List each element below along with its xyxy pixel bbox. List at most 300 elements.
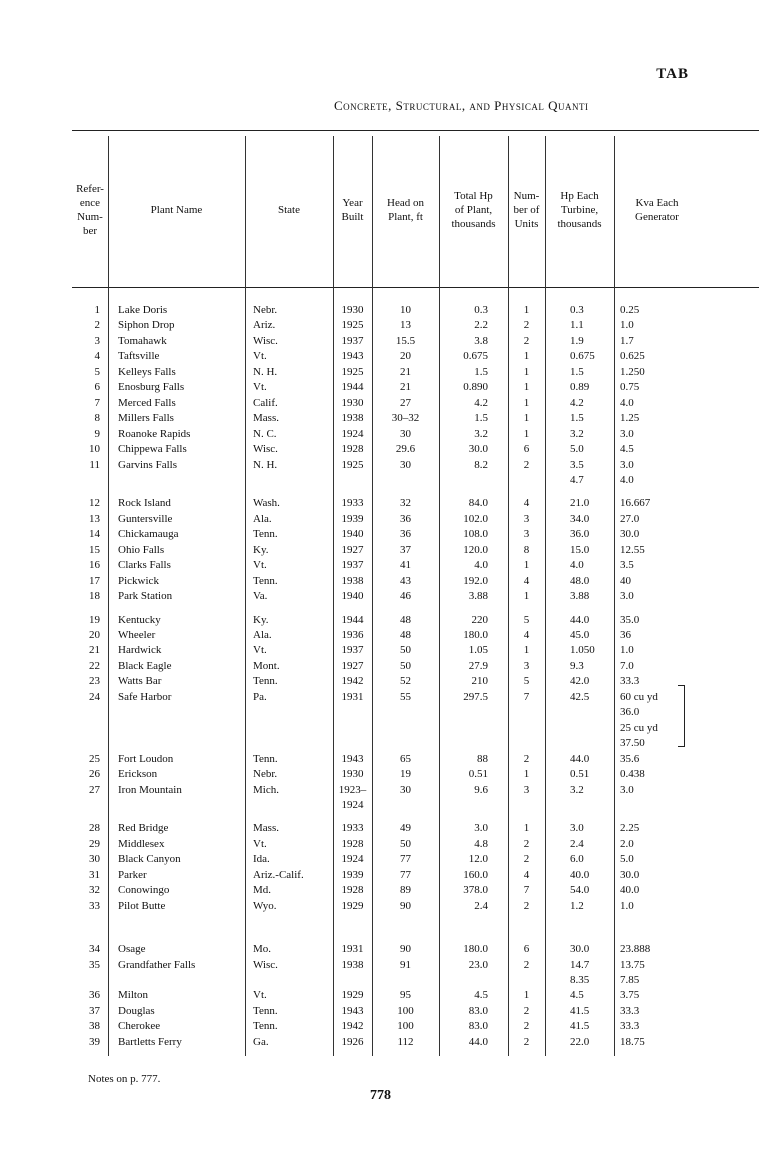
table-cell-hp: 2.4 <box>570 837 584 850</box>
table-cell-head: 95 <box>400 989 411 1002</box>
table-cell-head: 15.5 <box>395 334 416 347</box>
table-cell-total: 3.88 <box>468 590 488 603</box>
table-cell-ref: 39 <box>89 1035 100 1048</box>
table-cell-units: 1 <box>523 412 530 425</box>
table-cell-total: 12.0 <box>468 853 488 866</box>
table-cell-head: 21 <box>400 365 411 378</box>
table-cell-hp: 3.2 <box>570 783 584 796</box>
table-cell-units: 1 <box>523 427 530 440</box>
table-cell-year: 1931 <box>341 690 364 703</box>
table-cell-name: Pilot Butte <box>118 899 166 912</box>
table-cell-year: 1938 <box>341 958 364 971</box>
table-cell-hp: 15.0 <box>570 543 590 556</box>
column-header-text: Refer- ence Num- ber <box>76 183 104 237</box>
table-cell-units: 2 <box>523 1035 530 1048</box>
table-cell-name: Watts Bar <box>118 675 162 688</box>
table-cell-units: 7 <box>523 884 530 897</box>
table-cell-units: 3 <box>523 512 530 525</box>
table-cell-hp: 3.2 <box>570 427 584 440</box>
table-cell-head: 77 <box>400 853 411 866</box>
table-cell-total: 0.890 <box>463 381 488 394</box>
column-header <box>372 140 439 280</box>
table-cell-state: Wyo. <box>253 899 277 912</box>
table-cell-total: 108.0 <box>463 528 488 541</box>
table-cell-hp: 42.0 <box>570 675 590 688</box>
table-cell-total: 88 <box>477 752 488 765</box>
table-cell-kva: 1.25 <box>620 412 640 425</box>
column-header-text: State <box>278 204 300 216</box>
table-cell-total: 8.2 <box>474 458 488 471</box>
table-cell-year: 1942 <box>341 1020 364 1033</box>
table-cell-total: 3.2 <box>474 427 488 440</box>
table-cell-name: Chippewa Falls <box>118 443 187 456</box>
table-cell-head: 100 <box>397 1004 414 1017</box>
table-cell-units: 6 <box>523 943 530 956</box>
table-cell-state: Vt. <box>253 837 267 850</box>
table-cell-units: 6 <box>523 443 530 456</box>
table-cell-units: 2 <box>523 319 530 332</box>
table-cell-head: 48 <box>400 629 411 641</box>
table-cell-state: Mo. <box>253 943 272 956</box>
table-cell-total: 1.5 <box>474 412 488 425</box>
table-cell-total: 84.0 <box>468 497 488 510</box>
table-cell-ref: 17 <box>89 574 100 587</box>
table-cell-ref: 24 <box>89 690 100 703</box>
table-cell-head: 49 <box>400 822 411 835</box>
table-cell-head: 43 <box>400 574 411 587</box>
column-header-text: Hp Each Turbine, thousands <box>557 190 602 230</box>
table-cell-year: 1944 <box>341 381 364 394</box>
table-cell-head: 90 <box>400 899 411 912</box>
table-cell-kva: 25 cu yd <box>620 721 658 734</box>
table-cell-ref: 21 <box>89 644 100 657</box>
table-cell-units: 1 <box>523 644 530 657</box>
table-cell-year: 1940 <box>341 590 364 603</box>
table-cell-head: 29.6 <box>395 443 416 456</box>
table-cell-kva: 3.0 <box>620 590 634 603</box>
table-cell-state: Ida. <box>253 853 270 866</box>
table-cell-ref: 23 <box>89 675 100 688</box>
table-cell-name: Kentucky <box>118 613 161 626</box>
table-cell-state: Mass. <box>253 822 279 835</box>
table-cell-state: N. H. <box>253 458 278 471</box>
table-cell-year: 1929 <box>341 899 364 912</box>
table-cell-year: 1928 <box>341 884 364 897</box>
column-header-text: Num- ber of Units <box>513 190 540 230</box>
table-cell-year: 1943 <box>341 752 364 765</box>
table-cell-kva: 35.0 <box>620 613 640 626</box>
table-cell-units: 1 <box>523 304 530 316</box>
table-cell-ref: 37 <box>89 1004 100 1017</box>
table-cell-hp: 41.5 <box>570 1004 590 1017</box>
table-cell-hp: 41.5 <box>570 1020 590 1033</box>
table-cell-hp: 48.0 <box>570 574 590 587</box>
table-cell-head: 89 <box>400 884 411 897</box>
table-cell-name: Osage <box>118 943 146 956</box>
table-cell-name: Middlesex <box>118 837 165 850</box>
table-cell-hp: 36.0 <box>570 528 590 541</box>
table-cell-name: Enosburg Falls <box>118 381 185 394</box>
table-cell-total: 83.0 <box>468 1004 488 1017</box>
table-cell-total: 30.0 <box>468 443 488 456</box>
table-cell-name: Guntersville <box>118 512 173 525</box>
table-cell-ref: 12 <box>89 497 100 510</box>
table-cell-total: 210 <box>471 675 488 688</box>
table-cell-ref: 36 <box>89 989 100 1002</box>
table-cell-kva: 1.0 <box>620 899 634 912</box>
table-cell-total: 378.0 <box>463 884 488 897</box>
table-cell-ref: 32 <box>89 884 100 897</box>
table-cell-year: 1927 <box>341 543 364 556</box>
table-cell-total: 2.2 <box>474 319 488 332</box>
table-cell-state: Vt. <box>253 350 267 363</box>
table-cell-state: Tenn. <box>253 675 278 688</box>
table-cell-hp: 54.0 <box>570 884 590 897</box>
table-cell-year: 1939 <box>341 868 364 881</box>
table-cell-name: Cherokee <box>118 1020 161 1033</box>
page-number: 778 <box>370 1088 391 1103</box>
table-cell-kva: 12.55 <box>620 543 645 556</box>
table-cell-units: 3 <box>523 783 530 796</box>
table-cell-name: Tomahawk <box>118 334 167 347</box>
table-cell-ref: 27 <box>89 783 100 796</box>
table-cell-state: Ky. <box>253 543 269 556</box>
table-cell-kva: 1.7 <box>620 334 634 347</box>
table-cell-units: 3 <box>523 659 530 672</box>
table-cell-kva: 1.250 <box>620 365 645 378</box>
table-cell-units: 8 <box>523 543 530 556</box>
table-cell-kva: 23.888 <box>620 943 651 956</box>
table-cell-name: Iron Mountain <box>118 783 182 796</box>
table-cell-hp: 6.0 <box>570 853 584 866</box>
table-cell-name: Grandfather Falls <box>118 958 196 971</box>
table-cell-kva: 3.0 <box>620 427 634 440</box>
table-cell-total: 180.0 <box>463 629 488 641</box>
table-cell-kva: 2.0 <box>620 837 634 850</box>
table-cell-name: Bartletts Ferry <box>118 1035 182 1048</box>
table-cell-name: Black Canyon <box>118 853 181 866</box>
table-cell-ref: 8 <box>94 412 100 425</box>
table-cell-hp: 0.51 <box>570 768 590 781</box>
table-cell-total: 220 <box>471 613 488 626</box>
table-cell-units: 4 <box>523 868 530 881</box>
table-cell-units: 1 <box>523 365 530 378</box>
table-cell-name: Siphon Drop <box>118 319 175 332</box>
table-cell-head: 100 <box>397 1020 414 1033</box>
table-cell-year: 1938 <box>341 412 364 425</box>
table-cell-year: 1924 <box>341 427 364 440</box>
table-cell-hp: 14.7 <box>570 958 590 971</box>
table-cell-state: Ala. <box>253 512 272 525</box>
table-cell-units: 7 <box>523 690 530 703</box>
table-cell-hp: 34.0 <box>570 512 590 525</box>
table-cell-name: Pickwick <box>118 574 159 587</box>
table-cell-kva: 3.75 <box>620 989 640 1002</box>
table-cell-ref: 14 <box>89 528 100 541</box>
table-cell-units: 1 <box>523 590 530 603</box>
table-cell-hp: 21.0 <box>570 497 590 510</box>
table-cell-kva: 33.3 <box>620 1020 640 1033</box>
table-cell-hp: 4.5 <box>570 989 584 1002</box>
table-cell-year: 1937 <box>341 334 364 347</box>
table-cell-year: 1926 <box>341 1035 364 1048</box>
bracket-mark <box>678 685 685 747</box>
table-cell-name: Garvins Falls <box>118 458 177 471</box>
table-cell-kva: 37.50 <box>620 737 645 750</box>
table-cell-head: 65 <box>400 752 411 765</box>
table-cell-head: 52 <box>400 675 411 688</box>
table-cell-head: 46 <box>400 590 411 603</box>
table-cell-kva: 16.667 <box>620 497 651 510</box>
table-cell-state: Ga. <box>253 1035 269 1048</box>
table-cell-year: 1930 <box>341 768 364 781</box>
table-cell-head: 91 <box>400 958 411 971</box>
table-cell-head: 30–32 <box>391 412 420 425</box>
table-cell-year: 1938 <box>341 574 364 587</box>
table-cell-name: Kelleys Falls <box>118 365 176 378</box>
table-cell-ref: 11 <box>89 458 100 471</box>
table-cell-head: 50 <box>400 659 411 672</box>
table-cell-total: 180.0 <box>463 943 488 956</box>
table-subtitle: Concrete, Structural, and Physical Quanti <box>334 98 589 113</box>
table-cell-year: 1924 <box>341 798 364 811</box>
table-cell-total: 4.8 <box>474 837 488 850</box>
table-cell-hp: 5.0 <box>570 443 584 456</box>
table-cell-kva: 27.0 <box>620 512 640 525</box>
table-cell-units: 1 <box>523 989 530 1002</box>
table-cell-hp: 0.89 <box>570 381 590 394</box>
table-cell-year: 1924 <box>341 853 364 866</box>
table-cell-head: 77 <box>400 868 411 881</box>
table-cell-total: 102.0 <box>463 512 488 525</box>
column-header <box>108 140 245 280</box>
column-header-text: Year Built <box>341 197 364 223</box>
table-cell-kva: 60 cu yd <box>620 690 658 703</box>
table-cell-state: N. C. <box>253 427 277 440</box>
table-cell-state: Tenn. <box>253 1004 278 1017</box>
table-cell-hp: 44.0 <box>570 613 590 626</box>
column-header-text: Kva Each Generator <box>635 197 679 223</box>
table-cell-total: 3.0 <box>474 822 488 835</box>
table-cell-head: 19 <box>400 768 411 781</box>
table-cell-kva: 36.0 <box>620 706 640 719</box>
table-cell-year: 1925 <box>341 319 364 332</box>
table-cell-total: 192.0 <box>463 574 488 587</box>
table-cell-year: 1929 <box>341 989 364 1002</box>
table-cell-head: 10 <box>400 304 411 316</box>
table-cell-kva: 35.6 <box>620 752 640 765</box>
column-header <box>545 140 614 280</box>
table-cell-state: Tenn. <box>253 528 278 541</box>
table-cell-head: 112 <box>397 1035 414 1048</box>
table-cell-kva: 0.438 <box>620 768 645 781</box>
table-cell-year: 1937 <box>341 559 364 572</box>
table-cell-total: 4.5 <box>474 989 488 1002</box>
table-cell-ref: 5 <box>94 365 100 378</box>
table-cell-kva: 3.0 <box>620 458 634 471</box>
table-cell-kva: 7.85 <box>620 974 640 986</box>
table-cell-ref: 25 <box>89 752 100 765</box>
table-cell-units: 2 <box>523 334 530 347</box>
table-cell-ref: 20 <box>89 629 100 641</box>
table-cell-head: 21 <box>400 381 411 394</box>
table-cell-ref: 1 <box>94 304 100 316</box>
table-cell-hp: 42.5 <box>570 690 590 703</box>
table-cell-year: 1930 <box>341 396 364 409</box>
table-cell-kva: 0.25 <box>620 304 640 316</box>
table-cell-units: 2 <box>523 958 530 971</box>
table-cell-total: 3.8 <box>474 334 488 347</box>
table-cell-total: 9.6 <box>474 783 488 796</box>
table-cell-total: 0.675 <box>463 350 488 363</box>
table-cell-ref: 30 <box>89 853 100 866</box>
table-cell-kva: 0.625 <box>620 350 645 363</box>
table-cell-ref: 22 <box>89 659 100 672</box>
table-cell-hp: 44.0 <box>570 752 590 765</box>
table-cell-units: 5 <box>523 675 530 688</box>
table-cell-hp: 45.0 <box>570 629 590 641</box>
table-cell-ref: 34 <box>89 943 100 956</box>
table-cell-name: Taftsville <box>118 350 160 363</box>
column-header-text: Total Hp of Plant, thousands <box>451 190 496 230</box>
table-cell-ref: 18 <box>89 590 100 603</box>
table-label: TAB <box>656 66 689 82</box>
table-cell-state: Vt. <box>253 559 267 572</box>
table-cell-hp: 1.5 <box>570 365 584 378</box>
table-cell-hp: 3.88 <box>570 590 590 603</box>
table-cell-head: 27 <box>400 396 411 409</box>
table-cell-state: Nebr. <box>253 304 278 316</box>
table-cell-total: 120.0 <box>463 543 488 556</box>
table-cell-state: Ky. <box>253 613 269 626</box>
table-cell-hp: 22.0 <box>570 1035 590 1048</box>
table-cell-year: 1939 <box>341 512 364 525</box>
table-cell-hp: 0.675 <box>570 350 595 363</box>
table-cell-year: 1936 <box>341 629 364 641</box>
table-cell-name: Conowingo <box>118 884 170 897</box>
table-cell-units: 2 <box>523 853 530 866</box>
table-cell-name: Roanoke Rapids <box>118 427 191 440</box>
table-cell-ref: 10 <box>89 443 100 456</box>
table-cell-hp: 4.0 <box>570 559 584 572</box>
table-cell-ref: 2 <box>94 319 100 332</box>
table-cell-hp: 3.0 <box>570 822 584 835</box>
table-cell-ref: 7 <box>94 396 100 409</box>
table-cell-units: 4 <box>523 629 530 641</box>
table-cell-hp: 1.050 <box>570 644 595 657</box>
table-cell-state: Mich. <box>253 783 279 796</box>
table-cell-name: Chickamauga <box>118 528 179 541</box>
table-cell-name: Erickson <box>118 768 158 781</box>
column-header <box>508 140 545 280</box>
table-cell-ref: 3 <box>94 334 100 347</box>
table-cell-year: 1942 <box>341 675 364 688</box>
table-cell-ref: 6 <box>94 381 100 394</box>
table-cell-kva: 3.0 <box>620 783 634 796</box>
table-cell-name: Douglas <box>118 1004 155 1017</box>
table-cell-kva: 5.0 <box>620 853 634 866</box>
column-header <box>72 140 108 280</box>
table-cell-state: Wisc. <box>253 958 278 971</box>
table-cell-hp: 4.2 <box>570 396 584 409</box>
table-cell-year: 1931 <box>341 943 364 956</box>
column-header <box>614 140 700 280</box>
table-cell-ref: 35 <box>89 958 100 971</box>
table-cell-units: 2 <box>523 837 530 850</box>
table-cell-name: Rock Island <box>118 497 171 510</box>
table-cell-kva: 33.3 <box>620 675 640 688</box>
table-cell-units: 3 <box>523 528 530 541</box>
table-cell-kva: 40.0 <box>620 884 640 897</box>
table-cell-ref: 26 <box>89 768 100 781</box>
table-cell-kva: 40 <box>620 574 631 587</box>
table-cell-hp: 9.3 <box>570 659 584 672</box>
table-cell-name: Hardwick <box>118 644 162 657</box>
table-cell-name: Clarks Falls <box>118 559 171 572</box>
table-cell-name: Red Bridge <box>118 822 169 835</box>
table-cell-hp: 1.5 <box>570 412 584 425</box>
table-cell-head: 13 <box>400 319 411 332</box>
table-cell-year: 1928 <box>341 443 364 456</box>
table-cell-state: Wash. <box>253 497 280 510</box>
table-cell-state: Calif. <box>253 396 278 409</box>
table-cell-state: Tenn. <box>253 574 278 587</box>
table-cell-kva: 4.0 <box>620 396 634 409</box>
table-cell-year: 1927 <box>341 659 364 672</box>
table-cell-kva: 30.0 <box>620 528 640 541</box>
table-cell-head: 50 <box>400 837 411 850</box>
table-cell-head: 90 <box>400 943 411 956</box>
table-cell-state: N. H. <box>253 365 278 378</box>
table-cell-state: Ariz.-Calif. <box>253 868 304 881</box>
table-cell-head: 50 <box>400 644 411 657</box>
table-cell-units: 1 <box>523 381 530 394</box>
table-cell-units: 1 <box>523 559 530 572</box>
table-cell-head: 55 <box>400 690 411 703</box>
table-cell-ref: 16 <box>89 559 100 572</box>
table-cell-kva: 18.75 <box>620 1035 645 1048</box>
column-header <box>333 140 372 280</box>
table-cell-total: 297.5 <box>463 690 488 703</box>
table-cell-units: 5 <box>523 613 530 626</box>
table-cell-units: 2 <box>523 899 530 912</box>
table-cell-name: Wheeler <box>118 629 156 641</box>
table-cell-units: 1 <box>523 350 530 363</box>
table-cell-kva: 0.75 <box>620 381 640 394</box>
table-cell-kva: 4.0 <box>620 473 634 486</box>
table-cell-hp: 1.1 <box>570 319 584 332</box>
table-cell-state: Va. <box>253 590 268 603</box>
table-cell-year: 1937 <box>341 644 364 657</box>
table-cell-ref: 13 <box>89 512 100 525</box>
header-rule <box>72 287 759 288</box>
table-cell-units: 2 <box>523 752 530 765</box>
table-cell-name: Parker <box>118 868 147 881</box>
table-cell-name: Fort Loudon <box>118 752 174 765</box>
table-cell-year: 1930 <box>341 304 364 316</box>
table-cell-kva: 1.0 <box>620 644 634 657</box>
column-header <box>245 140 333 280</box>
table-cell-kva: 30.0 <box>620 868 640 881</box>
table-cell-ref: 33 <box>89 899 100 912</box>
table-cell-name: Millers Falls <box>118 412 174 425</box>
table-cell-hp: 1.2 <box>570 899 584 912</box>
table-cell-total: 27.9 <box>468 659 488 672</box>
table-cell-state: Pa. <box>253 690 267 703</box>
table-cell-name: Lake Doris <box>118 304 168 316</box>
table-cell-units: 2 <box>523 1020 530 1033</box>
table-cell-kva: 3.5 <box>620 559 634 572</box>
